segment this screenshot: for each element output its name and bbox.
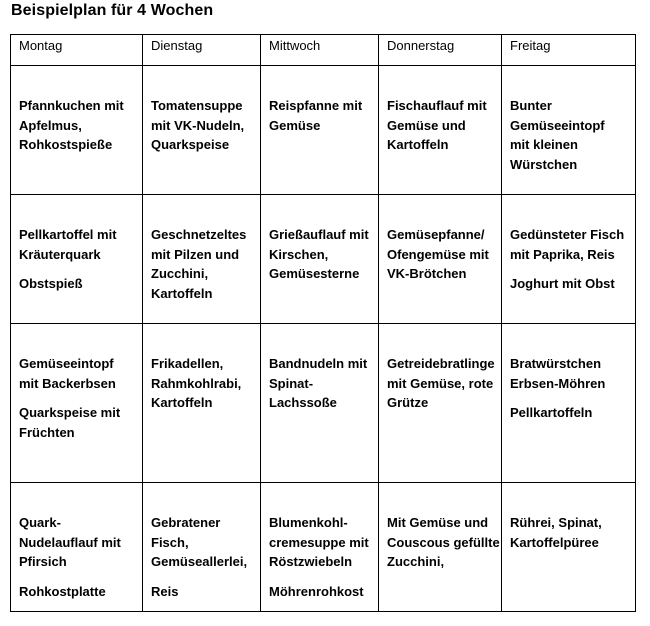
meal-text-line: mit Paprika, Reis (510, 246, 615, 262)
cell-spacer (387, 165, 501, 175)
meal-cell (502, 195, 636, 324)
cell-spacer (19, 294, 142, 304)
meal-cell (143, 66, 261, 195)
meal-cell (502, 66, 636, 195)
cell-spacer (387, 284, 501, 294)
cell-spacer (151, 423, 260, 433)
meal-cell (11, 195, 143, 324)
meal-cell (502, 324, 636, 483)
day-header: Dienstag (143, 35, 261, 66)
meal-text-line: mit kleinen (510, 137, 578, 152)
cell-spacer (269, 413, 378, 423)
week-row (11, 195, 636, 324)
meal-text-line: Gemüsepfanne/ (387, 227, 485, 242)
meal-text-line: Früchten (19, 424, 75, 440)
cell-spacer (19, 264, 142, 274)
day-header: Mittwoch (261, 35, 379, 66)
cell-spacer (387, 423, 501, 433)
meal-text-line: Rohkostspieße (19, 137, 113, 152)
meal-cell (261, 66, 379, 195)
meal-cell (379, 324, 502, 483)
cell-spacer (510, 264, 635, 274)
cell-spacer (510, 423, 635, 433)
meal-text-line: Kartoffeln (387, 137, 449, 152)
meal-text-line: Mit Gemüse und (387, 515, 489, 530)
meal-cell (379, 483, 502, 612)
cell-spacer (387, 582, 501, 592)
meal-text-line: Gemüsesterne (269, 266, 360, 281)
meal-text-line: Würstchen (510, 156, 578, 172)
cell-spacer (151, 413, 260, 423)
meal-text-line: Gebratener (151, 515, 221, 530)
cell-spacer (151, 572, 260, 582)
meal-text-line: Quarkspeise mit (19, 405, 121, 420)
meal-text-line: Gedünsteter Fisch (510, 227, 625, 242)
cell-spacer (510, 174, 635, 184)
meal-text-line: Rahmkohlrabi, (151, 375, 242, 391)
cell-spacer (19, 393, 142, 403)
meal-cell (379, 66, 502, 195)
meal-text-line: Gemüseallerlei, (151, 554, 248, 569)
header-row (11, 35, 636, 66)
cell-spacer (151, 303, 260, 313)
cell-spacer (269, 572, 378, 582)
meal-text-line: Tomatensuppe (151, 98, 243, 113)
day-header: Freitag (502, 35, 636, 66)
meal-text-line: Geschnetzeltes (151, 227, 247, 242)
cell-spacer (151, 155, 260, 165)
meal-text-line: Spinat- (269, 375, 314, 391)
meal-text-line: Kirschen, (269, 246, 329, 262)
cell-spacer (269, 145, 378, 155)
cell-spacer (151, 165, 260, 175)
meal-text-line: Kartoffeln (151, 285, 213, 301)
meal-cell (11, 324, 143, 483)
meal-text-line: Kartoffelpüree (510, 534, 599, 550)
meal-text-line: Rohkostplatte (19, 583, 106, 599)
meal-text-line: Reispfanne mit (269, 98, 363, 113)
cell-spacer (387, 155, 501, 165)
meal-cell (11, 483, 143, 612)
meal-text-line: Couscous gefüllte (387, 534, 500, 550)
meal-cell (143, 324, 261, 483)
meal-text-line: cremesuppe mit (269, 534, 369, 550)
meal-text-line: Röstzwiebeln (269, 554, 353, 569)
cell-spacer (387, 572, 501, 582)
meal-plan-table (10, 34, 636, 612)
cell-spacer (269, 294, 378, 304)
meal-text-line: Quarkspeise (151, 137, 230, 152)
meal-text-line: Fisch, (151, 534, 189, 550)
cell-spacer (510, 572, 635, 582)
meal-text-line: Erbsen-Möhren (510, 375, 606, 391)
meal-text-line: Gemüse und (387, 117, 466, 133)
cell-spacer (510, 562, 635, 572)
meal-text-line: Zucchini, (151, 266, 209, 281)
meal-text-line: Pellkartoffeln (510, 405, 593, 420)
cell-spacer (510, 393, 635, 403)
meal-text-line: Gemüse (269, 117, 321, 133)
day-header: Donnerstag (379, 35, 502, 66)
meal-text-line: Möhrenrohkost (269, 583, 364, 599)
meal-text-line: Getreidebratlinge (387, 356, 495, 371)
page-title: Beispielplan für 4 Wochen (11, 2, 214, 19)
meal-cell (261, 195, 379, 324)
meal-cell (143, 195, 261, 324)
week-row (11, 483, 636, 612)
meal-text-line: Reis (151, 583, 179, 599)
cell-spacer (269, 284, 378, 294)
cell-spacer (19, 155, 142, 165)
meal-text-line: Apfelmus, (19, 117, 82, 133)
meal-cell (261, 324, 379, 483)
meal-cell (143, 483, 261, 612)
cell-spacer (269, 423, 378, 433)
meal-text-line: Nudelauflauf mit (19, 534, 121, 550)
meal-text-line: Lachssoße (269, 395, 337, 410)
meal-text-line: Frikadellen, (151, 356, 224, 371)
meal-text-line: Pfirsich (19, 554, 67, 569)
cell-spacer (19, 165, 142, 175)
day-header: Montag (11, 35, 143, 66)
meal-text-line: Joghurt mit Obst (510, 276, 615, 291)
cell-spacer (269, 135, 378, 145)
meal-text-line: Grießauflauf mit (269, 227, 369, 242)
meal-text-line: mit Backerbsen (19, 375, 116, 391)
meal-cell (502, 483, 636, 612)
meal-text-line: Kartoffeln (151, 395, 213, 410)
cell-spacer (510, 294, 635, 304)
meal-cell (11, 66, 143, 195)
cell-spacer (269, 155, 378, 165)
meal-text-line: Blumenkohl- (269, 515, 348, 530)
meal-text-line: mit Pilzen und (151, 246, 240, 262)
meal-text-line: Quark- (19, 515, 61, 530)
meal-text-line: Fischauflauf mit (387, 98, 487, 113)
meal-text-line: Gemüseeintopf (510, 117, 605, 133)
meal-text-line: Bandnudeln mit (269, 356, 368, 371)
week-row (11, 66, 636, 195)
week-row (11, 324, 636, 483)
meal-text-line: Bunter (510, 98, 552, 113)
cell-spacer (387, 413, 501, 423)
meal-text-line: Bratwürstchen (510, 356, 602, 371)
meal-text-line: Rührei, Spinat, (510, 515, 602, 530)
cell-spacer (387, 294, 501, 304)
meal-cell (379, 195, 502, 324)
meal-text-line: Ofengemüse mit (387, 246, 489, 262)
meal-text-line: Gemüseeintopf (19, 356, 114, 371)
cell-spacer (19, 572, 142, 582)
meal-text-line: Grütze (387, 395, 429, 410)
meal-text-line: mit VK-Nudeln, (151, 117, 245, 133)
meal-text-line: Zucchini, (387, 554, 445, 569)
meal-text-line: Kräuterquark (19, 246, 101, 262)
meal-cell (261, 483, 379, 612)
cell-spacer (510, 552, 635, 562)
meal-text-line: VK-Brötchen (387, 266, 467, 281)
meal-text-line: Pellkartoffel mit (19, 227, 117, 242)
meal-text-line: Pfannkuchen mit (19, 98, 124, 113)
meal-text-line: Obstspieß (19, 276, 83, 291)
meal-text-line: mit Gemüse, rote (387, 375, 494, 391)
